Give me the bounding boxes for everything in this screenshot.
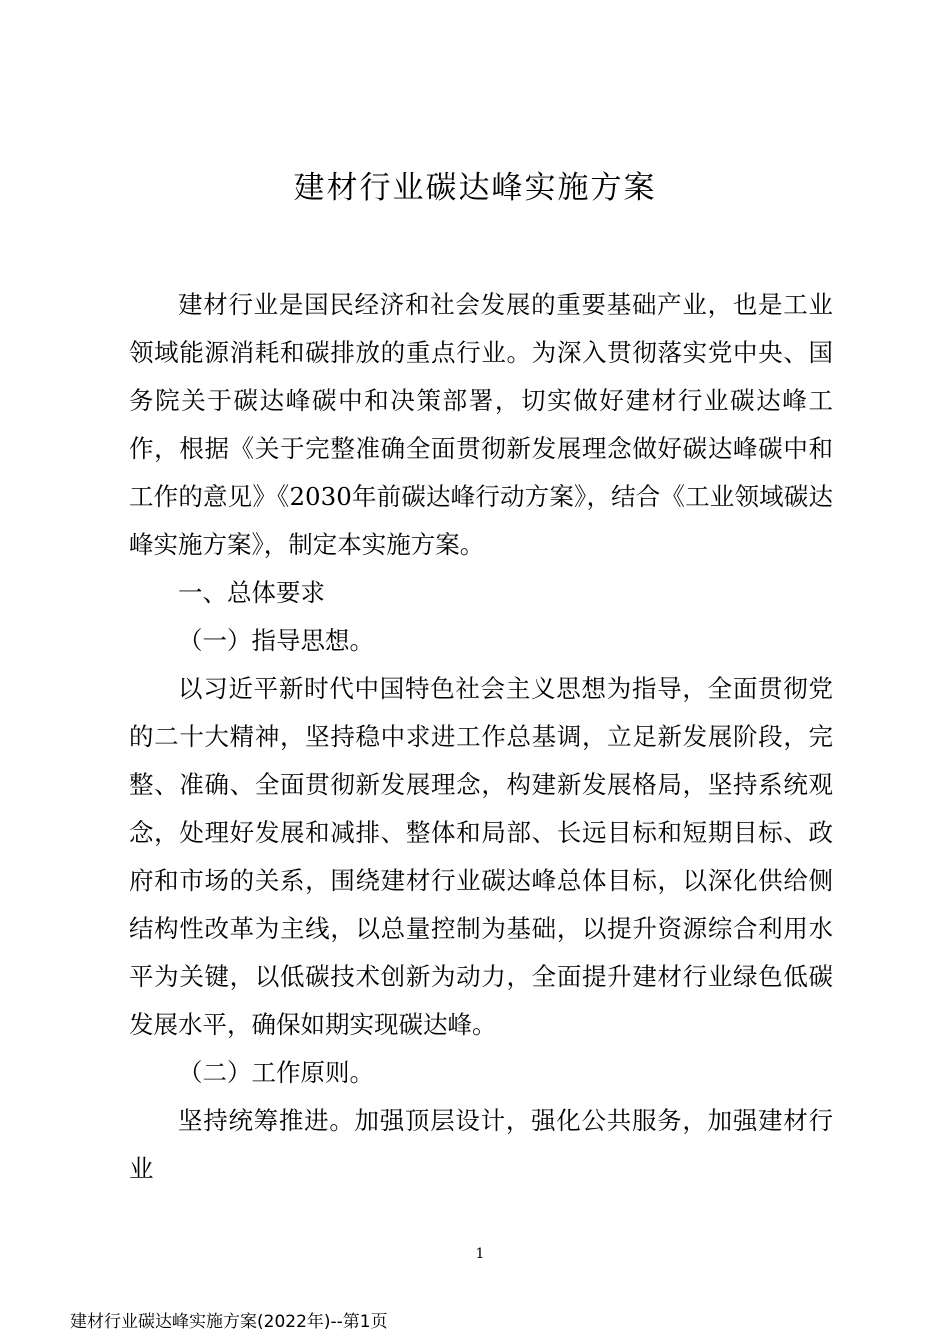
subsection-heading-working-principles: （二）工作原则。: [178, 1058, 374, 1087]
document-body: [129, 281, 833, 1193]
working-principles-paragraph: 坚持统筹推进。加强顶层设计，强化公共服务，加强建材行业: [129, 1106, 833, 1183]
subsection-heading-guiding-ideology: （一）指导思想。: [178, 626, 374, 655]
section-heading-general-requirements: 一、总体要求: [178, 578, 325, 607]
footer-caption: 建材行业碳达峰实施方案(2022年)--第1页: [70, 1312, 388, 1332]
page-number: 1: [475, 1246, 485, 1262]
intro-paragraph: 建材行业是国民经济和社会发展的重要基础产业，也是工业领域能源消耗和碳排放的重点行业。为深入贯彻落实党中央、国务院关于碳达峰碳中和决策部署，切实做好建材行业碳达峰工作，根据《关于完整准确全面贯彻新发展理念做好碳达峰碳中和工作的意见》《2030年前碳达峰行动方案》，结合《工业领域碳达峰实施方案》，制定本实施方案。: [129, 290, 833, 559]
guiding-ideology-paragraph: 以习近平新时代中国特色社会主义思想为指导，全面贯彻党的二十大精神，坚持稳中求进工作总基调，立足新发展阶段，完整、准确、全面贯彻新发展理念，构建新发展格局，坚持系统观念，处理好发展和减排、整体和局部、长远目标和短期目标、政府和市场的关系，围绕建材行业碳达峰总体目标，以深化供给侧结构性改革为主线，以总量控制为基础，以提升资源综合利用水平为关键，以低碳技术创新为动力，全面提升建材行业绿色低碳发展水平，确保如期实现碳达峰。: [129, 674, 833, 1039]
document-title: 建材行业碳达峰实施方案: [293, 170, 657, 206]
